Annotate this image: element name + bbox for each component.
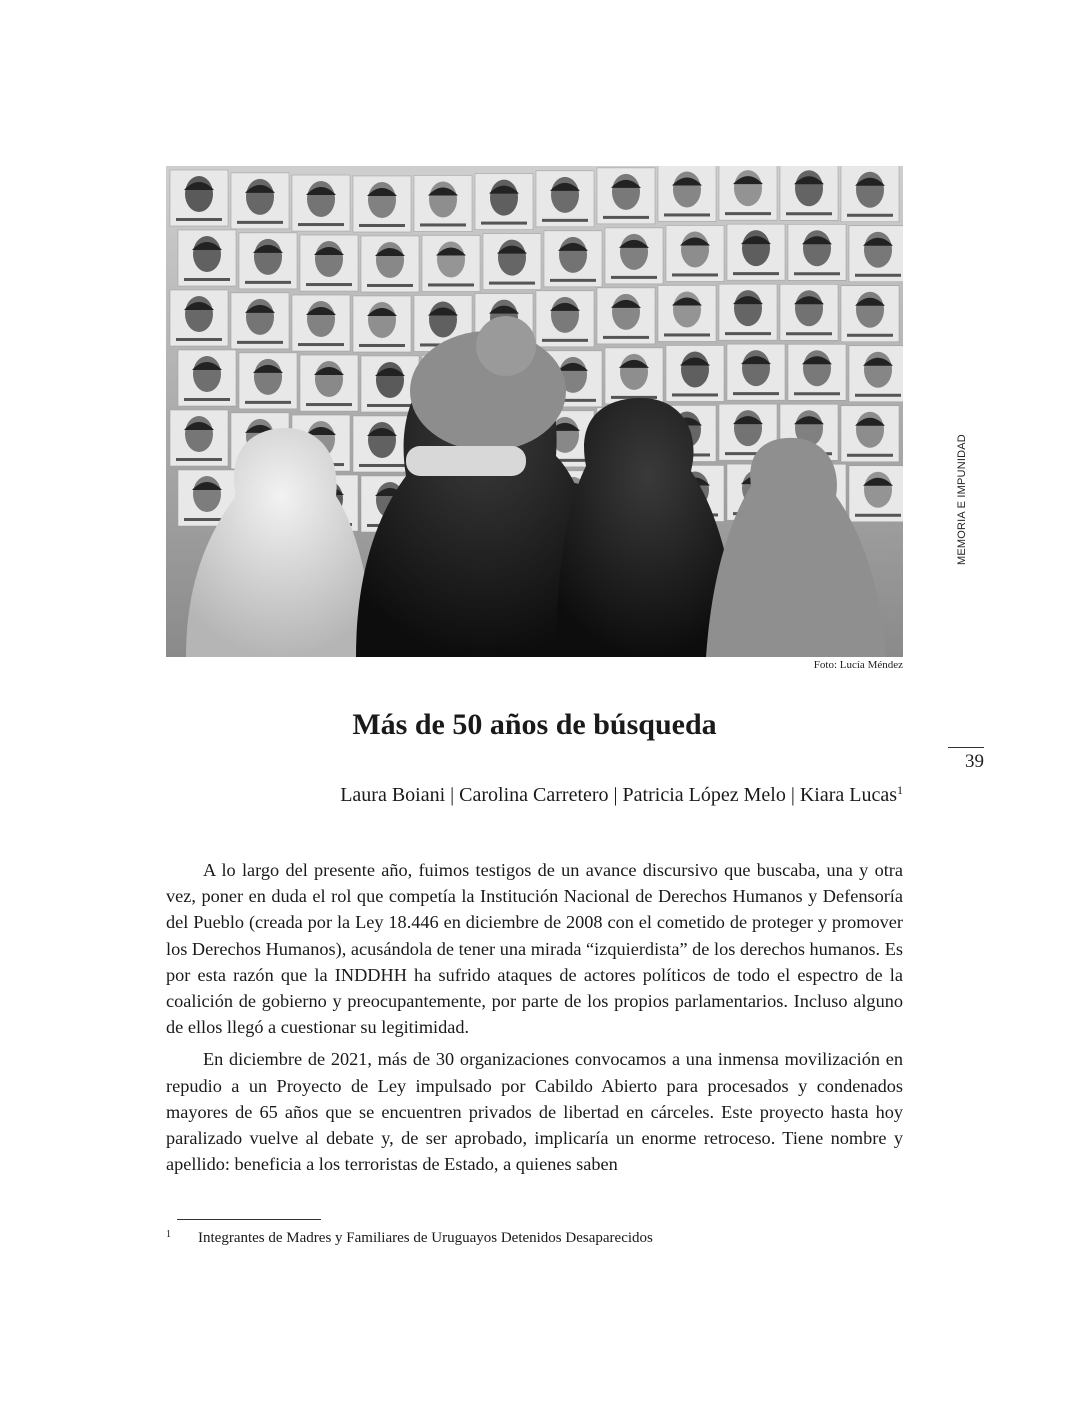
article-title: Más de 50 años de búsqueda: [352, 708, 717, 741]
page-number-rule: [948, 747, 984, 748]
photo-illustration: [166, 166, 903, 657]
footnote-mark: 1: [166, 1229, 171, 1240]
footnote-text: Integrantes de Madres y Familiares de Uruguayos Detenidos Desaparecidos: [198, 1230, 653, 1246]
article-body: [166, 857, 903, 1183]
author-names: Laura Boiani | Carolina Carretero | Patricia López Melo | Kiara Lucas: [340, 784, 897, 806]
photo-credit: Foto: Lucía Méndez: [813, 659, 903, 671]
author-footnote-ref[interactable]: 1: [897, 783, 903, 797]
paragraph: A lo largo del presente año, fuimos testigos de un avance discursivo que buscaba, una y otra vez, poner en duda el rol que competía la Institución Nacional de Derechos Humanos y Defensoría del Pueblo (creada por la Ley 18.446 en diciembre de 2008 con el cometido de proteger y promover los Derechos Humanos), acusándola de tener una mirada “izquierdista” de los derechos humanos. Es por esta razón que la INDDHH ha sufrido ataques de actores políticos de todo el espectro de la coalición de gobierno y preocupantemente, por parte de los propios parlamentarios. Incluso alguno de ellos llegó a cuestionar su legitimidad.: [166, 860, 903, 1038]
paragraph: En diciembre de 2021, más de 30 organizaciones convocamos a una inmensa movilización en repudio a un Proyecto de Ley impulsado por Cabildo Abierto para procesados y condenados mayores de 65 años que se encuentren privados de libertad en cárceles. Este proyecto hasta hoy paralizado vuelve al debate y, de ser aprobado, implicaría un enorme retroceso. Tiene nombre y apellido: beneficia a los terroristas de Estado, a quienes saben: [166, 1049, 903, 1175]
author-line: [340, 783, 903, 807]
section-label: MEMORIA E IMPUNIDAD: [956, 434, 968, 565]
footnote-separator: [177, 1219, 321, 1220]
page-number: 39: [965, 751, 984, 772]
cover-photo: [166, 166, 903, 657]
